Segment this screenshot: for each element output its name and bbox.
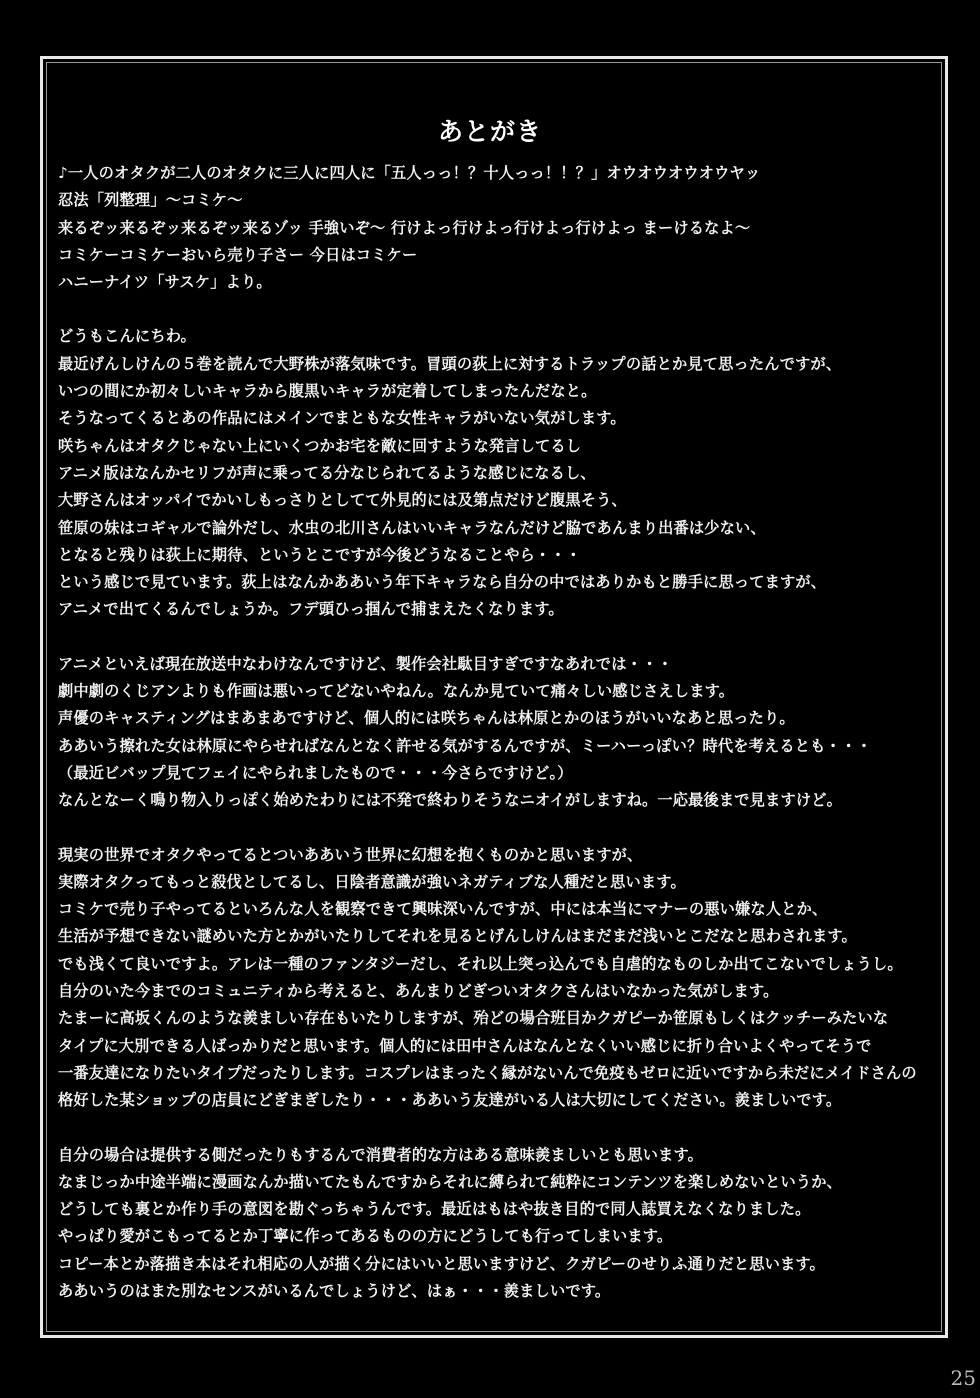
text-line: 実際オタクってもっと殺伐としてるし、日陰者意識が強いネガティブな人種だと思います。: [58, 872, 686, 891]
text-line: コミケで売り子やってるといろんな人を観察できて興味深いんですが、中には本当にマナーの悪い嫌な人とか、: [58, 900, 828, 919]
text-line: ああいうのはまた別なセンスがいるんでしょうけど、はぁ・・・羨ましいです。: [58, 1281, 611, 1300]
text-line: 劇中劇のくじアンよりも作画は悪いってどないやねん。なんか見ていて痛々しい感じさえします。: [58, 682, 735, 701]
paragraph-creator-view: [58, 1142, 938, 1306]
paragraph-otaku-reality: [58, 842, 938, 1115]
text-line: コピー本とか落描き本はそれ相応の人が描く分にはいいと思いますけど、クガピーのせりふ通りだと思います。: [58, 1254, 825, 1273]
text-line: どうもこんにちわ。: [58, 327, 196, 346]
text-line: やっぱり愛がこもってるとか丁寧に作ってあるものの方にどうしても行ってしまいます。: [58, 1227, 673, 1246]
text-line: という感じで見ています。荻上はなんかああいう年下キャラなら自分の中ではありかもと勝手に思ってますが、: [58, 573, 827, 592]
page-title: あとがき: [437, 117, 542, 146]
text-line: 来るぞッ来るぞッ来るぞッ来るゾッ 手強いぞ〜 行けよっ行けよっ行けよっ行けよっ まーけるなよ〜: [58, 218, 751, 237]
text-line: 最近げんしけんの５巻を読んで大野株が落気味です。冒頭の荻上に対するトラップの話とか見て思ったんですが、: [58, 354, 842, 373]
text-line: 現実の世界でオタクやってるとついああいう世界に幻想を抱くものかと思いますが、: [58, 845, 643, 864]
text-line: ああいう擦れた女は林原にやらせればなんとなく許せる気がするんですが、ミーハーっぽい？時代を考えるとも・・・: [58, 736, 872, 755]
text-line: 声優のキャスティングはまあまあですけど、個人的には咲ちゃんは林原とかのほうがいいなあと思ったり。: [58, 709, 795, 728]
text-line: 咲ちゃんはオタクじゃない上にいくつかお宅を敵に回すような発言してるし: [58, 436, 582, 455]
paragraph-anime: [58, 651, 938, 815]
text-line: 自分の場合は提供する側だったりもするんで消費者的な方はある意味羨ましいとも思います。: [58, 1145, 704, 1164]
text-line: アニメで出てくるんでしょうか。フデ頭ひっ掴んで捕まえたくなります。: [58, 600, 564, 619]
text-line: ♪一人のオタクが二人のオタクに三人に四人に「五人っっ！？十人っっ！！？」オウオウオウオウヤッ: [58, 164, 761, 182]
text-line: 生活が予想できない謎めいた方とかがいたりしてそれを見るとげんしけんはまだまだ浅いとこだなと思わされます。: [58, 927, 857, 946]
text-line: コミケーコミケーおいら売り子さー 今日はコミケー: [58, 245, 418, 264]
text-line: アニメといえば現在放送中なわけなんですけど、製作会社駄目すぎですなあれでは・・・: [58, 654, 673, 673]
afterword-body: [58, 160, 938, 1332]
text-line: そうなってくるとあの作品にはメインでまともな女性キャラがいない気がします。: [58, 409, 626, 428]
text-line: タイプに大別できる人ばっかりだと思います。個人的には田中さんはなんとなくいい感じに折り合いよくやってそうで: [58, 1036, 872, 1055]
text-line: たまーに高坂くんのような羨ましい存在もいたりしますが、殆どの場合班目かクガピーか笹原もしくはクッチーみたいな: [58, 1009, 889, 1028]
text-line: ハニーナイツ「サスケ」より。: [58, 273, 272, 292]
text-line: （最近ビバップ見てフェイにやられましたもので・・・今さらですけど。）: [58, 763, 573, 782]
text-line: でも浅くて良いですよ。アレは一種のファンタジーだし、それ以上突っ込んでも自虐的なものしか出てこないでしょうし。: [58, 954, 903, 973]
paragraph-genshiken: [58, 323, 938, 623]
text-line: いつの間にか初々しいキャラから腹黒いキャラが定着してしまったんだなと。: [58, 382, 597, 401]
text-line: 一番友達になりたいタイプだったりします。コスプレはまったく縁がないんで免疫もゼロに近いですから未だにメイドさんの: [58, 1063, 917, 1082]
paragraph-intro-song: [58, 160, 938, 296]
text-line: なんとなーく鳴り物入りっぽく始めたわりには不発で終わりそうなニオイがしますね。一応最後まで見ますけど。: [58, 791, 843, 810]
text-line: アニメ版はなんかセリフが声に乗ってる分なじられてるような感じになるし、: [58, 463, 596, 482]
text-line: 忍法「列整理」〜コミケ〜: [58, 191, 243, 210]
page-number: 25: [950, 1366, 976, 1390]
text-line: なまじっか中途半端に漫画なんか描いてたもんですからそれに縛られて純粋にコンテンツを楽しめないというか、: [58, 1172, 843, 1191]
text-line: 格好した某ショップの店員にどぎまぎしたり・・・ああいう友達がいる人は大切にしてください。羨ましいです。: [58, 1091, 842, 1110]
text-line: 自分のいた今までのコミュニティから考えると、あんまりどぎついオタクさんはいなかった気がします。: [58, 982, 779, 1001]
text-line: どうしても裏とか作り手の意図を勘ぐっちゃうんです。最近はもはや抜き目的で同人誌買えなくなりました。: [58, 1200, 811, 1219]
text-line: 大野さんはオッパイでかいしもっさりとしてて外見的には及第点だけど腹黒そう、: [58, 491, 627, 510]
text-line: となると残りは荻上に期待、というとこですが今後どうなることやら・・・: [58, 545, 582, 564]
text-line: 笹原の妹はコギャルで論外だし、水虫の北川さんはいいキャラなんだけど脇であんまり出番は少ない、: [58, 518, 766, 537]
